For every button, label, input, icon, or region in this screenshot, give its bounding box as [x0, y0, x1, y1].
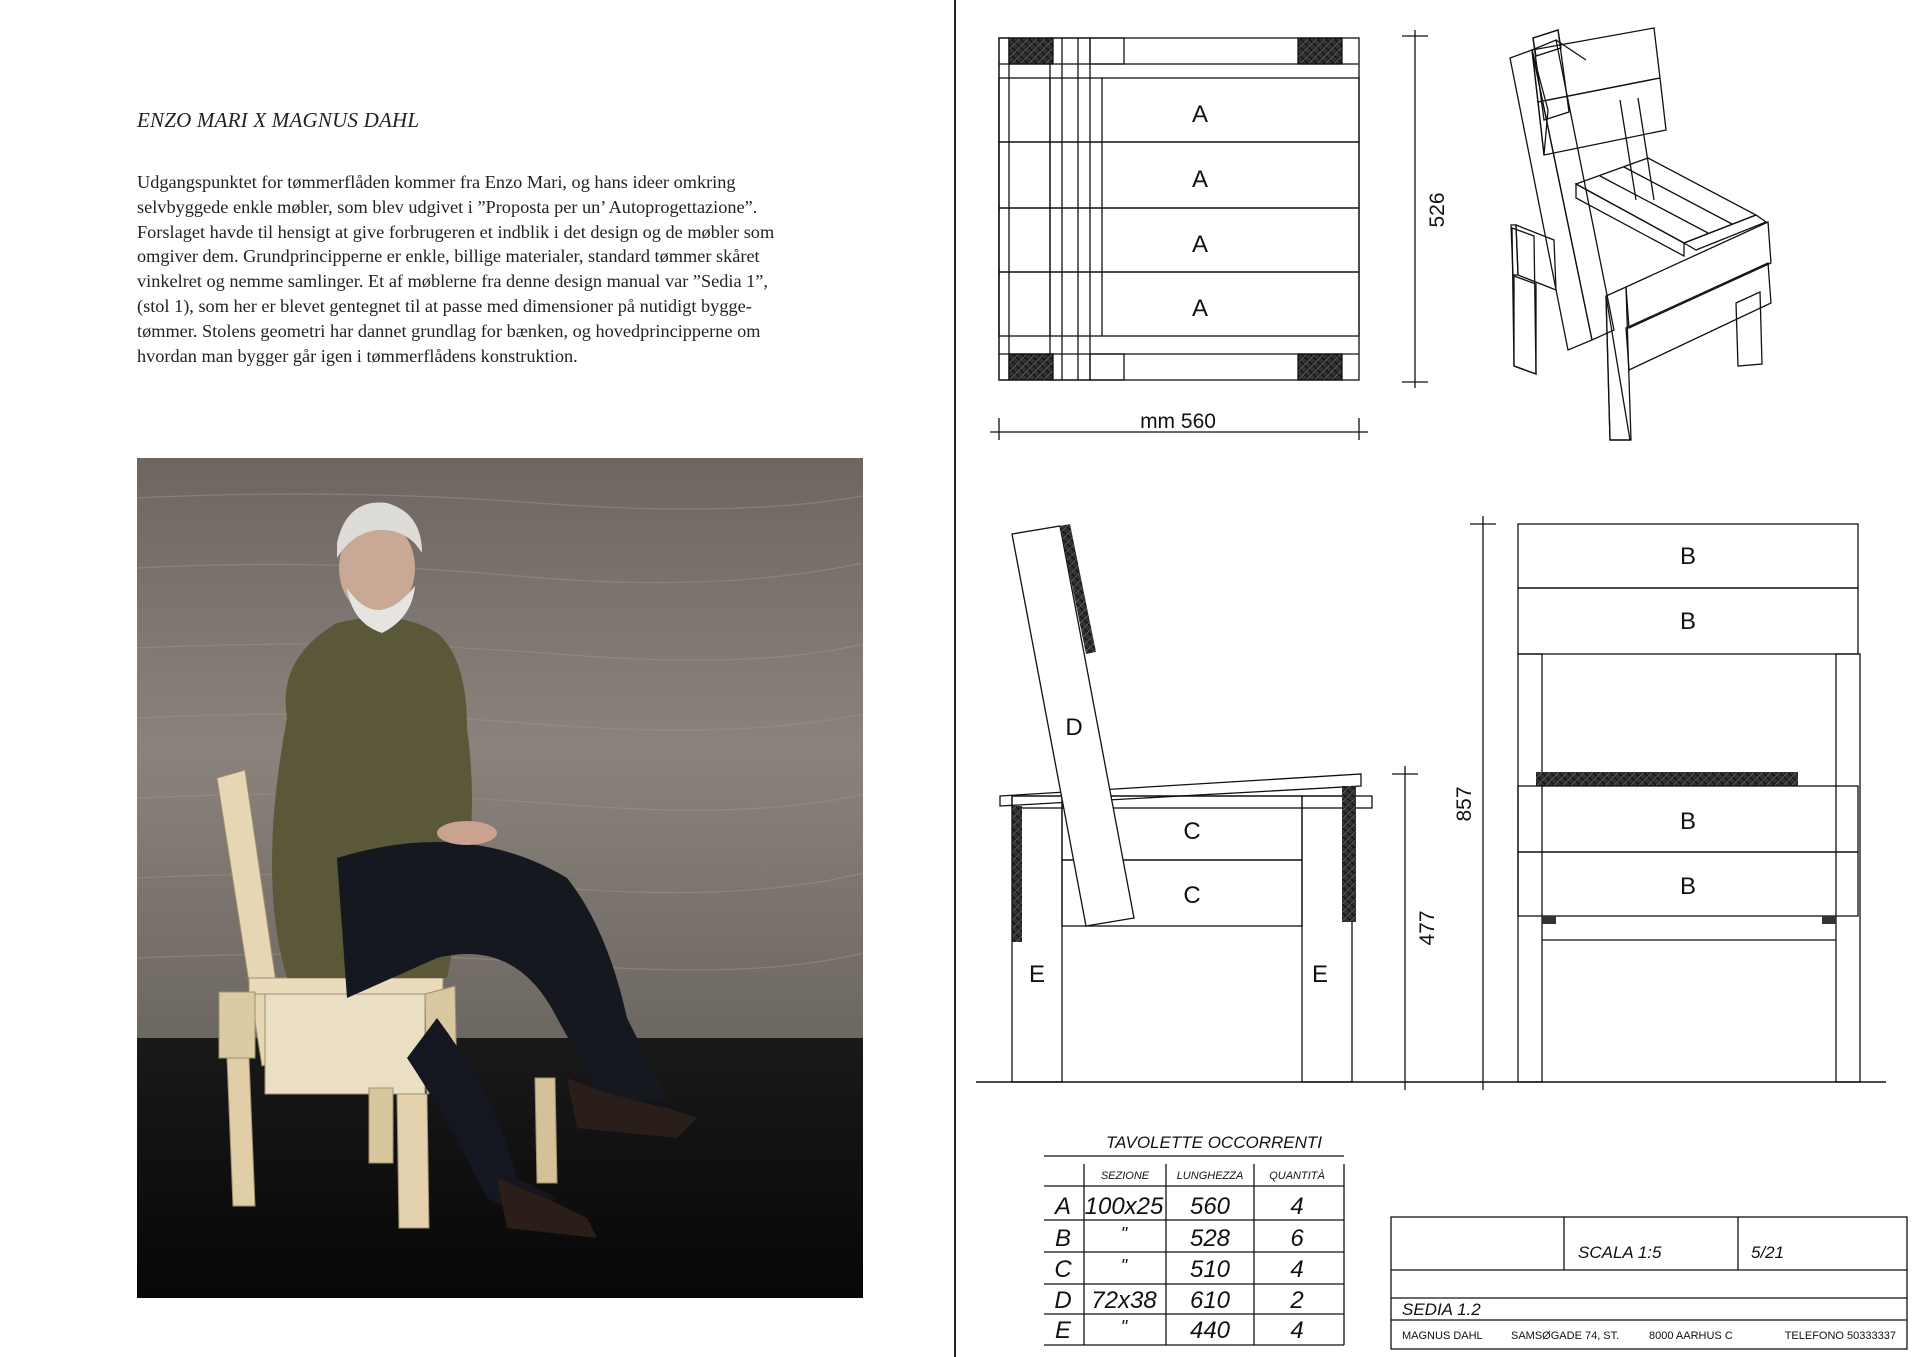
- photo-illustration: [137, 458, 863, 1298]
- paragraph-line: omgiver dem. Grundprincipperne er enkle, billige materialer, standard tømmer skåret: [137, 246, 760, 267]
- part-label-b: B: [1679, 608, 1697, 635]
- table-cell-section: ": [1120, 1256, 1128, 1276]
- paragraph-line: selvbyggede enkle møbler, som blev udgivet i ”Proposta per un’ Autoprogettazione”.: [137, 196, 758, 217]
- table-cell-length: 510: [1189, 1256, 1231, 1283]
- table-cell-part: B: [1054, 1225, 1072, 1252]
- parts-table: [1044, 1133, 1344, 1345]
- side-view: [976, 524, 1886, 1090]
- author-phone: TELEFONO 50333337: [1784, 1330, 1896, 1342]
- part-label-b: B: [1679, 543, 1697, 570]
- total-height-dimension: 857: [1453, 786, 1476, 822]
- front-view: [1453, 516, 1860, 1090]
- article-paragraph: [137, 170, 867, 368]
- table-cell-qty: 6: [1290, 1225, 1304, 1252]
- part-label-e: E: [1028, 961, 1046, 988]
- author-name: MAGNUS DAHL: [1402, 1330, 1483, 1342]
- part-label-d: D: [1065, 714, 1083, 741]
- table-cell-length: 440: [1189, 1317, 1231, 1344]
- table-header: QUANTITÀ: [1269, 1170, 1325, 1182]
- portrait-photo: [137, 458, 863, 1298]
- depth-dimension: 526: [1426, 192, 1449, 228]
- top-view: [990, 30, 1449, 440]
- paragraph-line: Udgangspunktet for tømmerflåden kommer fra Enzo Mari, og hans ideer omkring: [137, 172, 736, 192]
- part-label-a: A: [1191, 231, 1209, 258]
- table-cell-qty: 4: [1290, 1256, 1304, 1283]
- sheet-number: 5/21: [1751, 1243, 1785, 1262]
- part-label-b: B: [1679, 873, 1697, 900]
- table-cell-section: ": [1120, 1317, 1128, 1337]
- part-label-c: C: [1183, 882, 1201, 909]
- width-dimension: mm 560: [1140, 410, 1216, 433]
- drawing-name: SEDIA 1.2: [1402, 1300, 1481, 1319]
- author-city: 8000 AARHUS C: [1649, 1330, 1733, 1342]
- table-cell-part: A: [1054, 1193, 1072, 1220]
- table-header: LUNGHEZZA: [1176, 1170, 1244, 1182]
- paragraph-line: hvordan man bygger går igen i tømmerflådens konstruktion.: [137, 345, 578, 366]
- seat-height-dimension: 477: [1416, 910, 1439, 946]
- table-cell-section: 100x25: [1084, 1193, 1164, 1220]
- table-cell-section: ": [1120, 1224, 1128, 1244]
- table-cell-section: 72x38: [1091, 1287, 1157, 1314]
- table-cell-length: 610: [1189, 1287, 1231, 1314]
- right-page: [956, 0, 1920, 1357]
- technical-drawing: [956, 0, 1920, 1357]
- paragraph-line: vinkelret og nemme samlinger. Et af møblerne fra denne design manual var ”Sedia 1”,: [137, 271, 768, 292]
- author-address: SAMSØGADE 74, ST.: [1511, 1330, 1620, 1342]
- title-block: [1391, 1217, 1907, 1349]
- left-page: [0, 0, 954, 1357]
- isometric-view: [1510, 28, 1771, 440]
- table-cell-part: D: [1054, 1287, 1072, 1314]
- paragraph-line: tømmer. Stolens geometri har dannet grundlag for bænken, og hovedprincipperne om: [137, 320, 761, 341]
- article-title: ENZO MARI X MAGNUS DAHL: [137, 108, 420, 132]
- part-label-a: A: [1191, 101, 1209, 128]
- part-label-c: C: [1183, 818, 1201, 845]
- table-cell-length: 528: [1189, 1225, 1231, 1252]
- table-cell-part: E: [1054, 1317, 1072, 1344]
- part-label-a: A: [1191, 166, 1209, 193]
- table-cell-qty: 2: [1290, 1287, 1304, 1314]
- table-cell-length: 560: [1189, 1193, 1231, 1220]
- parts-table-title: TAVOLETTE OCCORRENTI: [1106, 1133, 1322, 1152]
- table-cell-qty: 4: [1290, 1317, 1304, 1344]
- paragraph-line: (stol 1), som her er blevet gentegnet til at passe med dimensioner på nutidigt bygge-: [137, 295, 752, 316]
- part-label-b: B: [1679, 808, 1697, 835]
- part-label-e: E: [1311, 961, 1329, 988]
- scale-label: SCALA 1:5: [1578, 1243, 1662, 1262]
- part-label-a: A: [1191, 295, 1209, 322]
- table-cell-qty: 4: [1290, 1193, 1304, 1220]
- table-header: SEZIONE: [1100, 1170, 1150, 1182]
- paragraph-line: Forslaget havde til hensigt at give forbrugeren et indblik i det design og de møbler som: [137, 221, 775, 242]
- table-cell-part: C: [1054, 1256, 1072, 1283]
